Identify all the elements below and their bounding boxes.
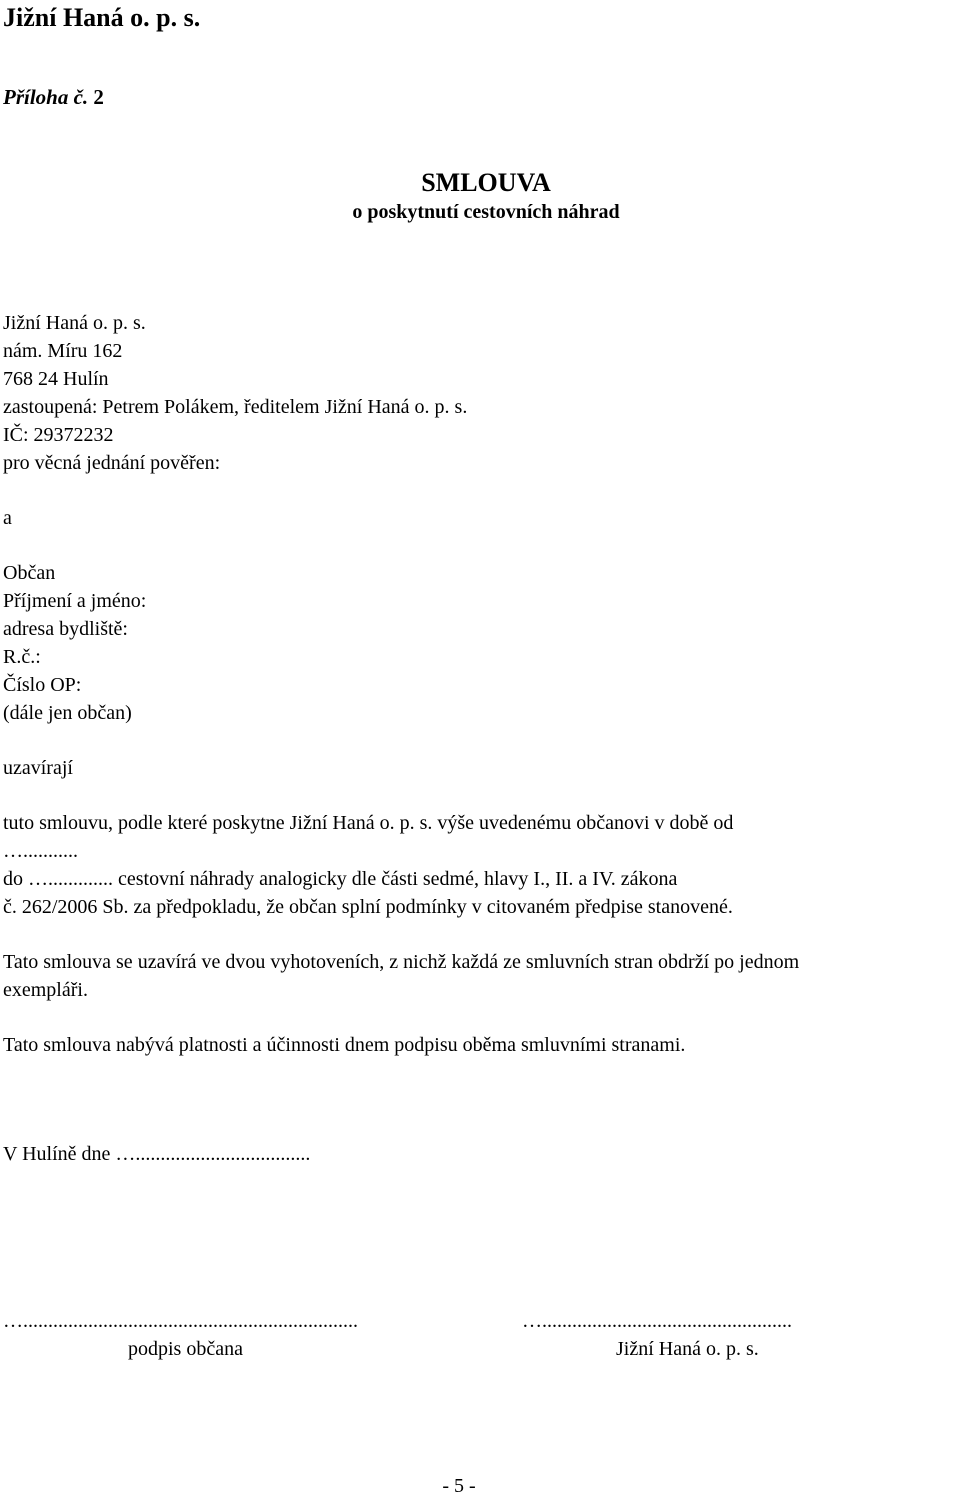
party1-ico: IČ: 29372232: [3, 424, 114, 446]
contract-subtitle: o poskytnutí cestovních náhrad: [352, 201, 620, 223]
organization-header: Jižní Haná o. p. s.: [3, 3, 201, 32]
party1-city: 768 24 Hulín: [3, 368, 109, 390]
copies-line-1: Tato smlouva se uzavírá ve dvou vyhotoveních, z nichž každá ze smluvních stran obdrží po jednom: [3, 951, 800, 973]
body-line-1: tuto smlouvu, podle které poskytne Jižní Haná o. p. s. výše uvedenému občanovi v době od: [3, 812, 734, 834]
body-line-4: č. 262/2006 Sb. za předpokladu, že občan splní podmínky v citovaném předpise stanovené.: [3, 896, 733, 918]
copies-line-2: exempláři.: [3, 979, 88, 1001]
verb-line: uzavírají: [3, 757, 73, 779]
signature-left-label: podpis občana: [128, 1338, 243, 1360]
signature-left-dots: …...................................................................: [3, 1310, 358, 1332]
party1-street: nám. Míru 162: [3, 340, 123, 362]
party2-address-field: adresa bydliště:: [3, 618, 128, 640]
validity-line: Tato smlouva nabývá platnosti a účinnosti dnem podpisu oběma smluvními stranami.: [3, 1034, 686, 1056]
party2-rc-field: R.č.:: [3, 646, 41, 668]
annex-number: 2: [93, 85, 104, 109]
annex-label: [3, 85, 104, 109]
party2-label: Občan: [3, 562, 56, 584]
signature-right-dots: …..................................................: [522, 1310, 792, 1332]
page-number: - 5 -: [442, 1475, 476, 1497]
signature-right-label: Jižní Haná o. p. s.: [616, 1338, 759, 1360]
annex-label-text: Příloha č.: [3, 85, 89, 109]
party2-op-field: Číslo OP:: [3, 674, 82, 696]
party1-delegate: pro věcná jednání pověřen:: [3, 452, 221, 474]
contract-title: SMLOUVA: [421, 168, 551, 197]
party2-name-field: Příjmení a jméno:: [3, 590, 147, 612]
place-date-line: V Hulíně dne …...................................: [3, 1143, 311, 1165]
body-line-3: do …............. cestovní náhrady analogicky dle části sedmé, hlavy I., II. a IV. zákona: [3, 868, 678, 890]
party1-represented: zastoupená: Petrem Polákem, ředitelem Jižní Haná o. p. s.: [3, 396, 468, 418]
party1-name: Jižní Haná o. p. s.: [3, 312, 146, 334]
party2-note: (dále jen občan): [3, 702, 132, 724]
conjunction: a: [3, 507, 12, 529]
body-line-2: …...........: [3, 840, 78, 862]
